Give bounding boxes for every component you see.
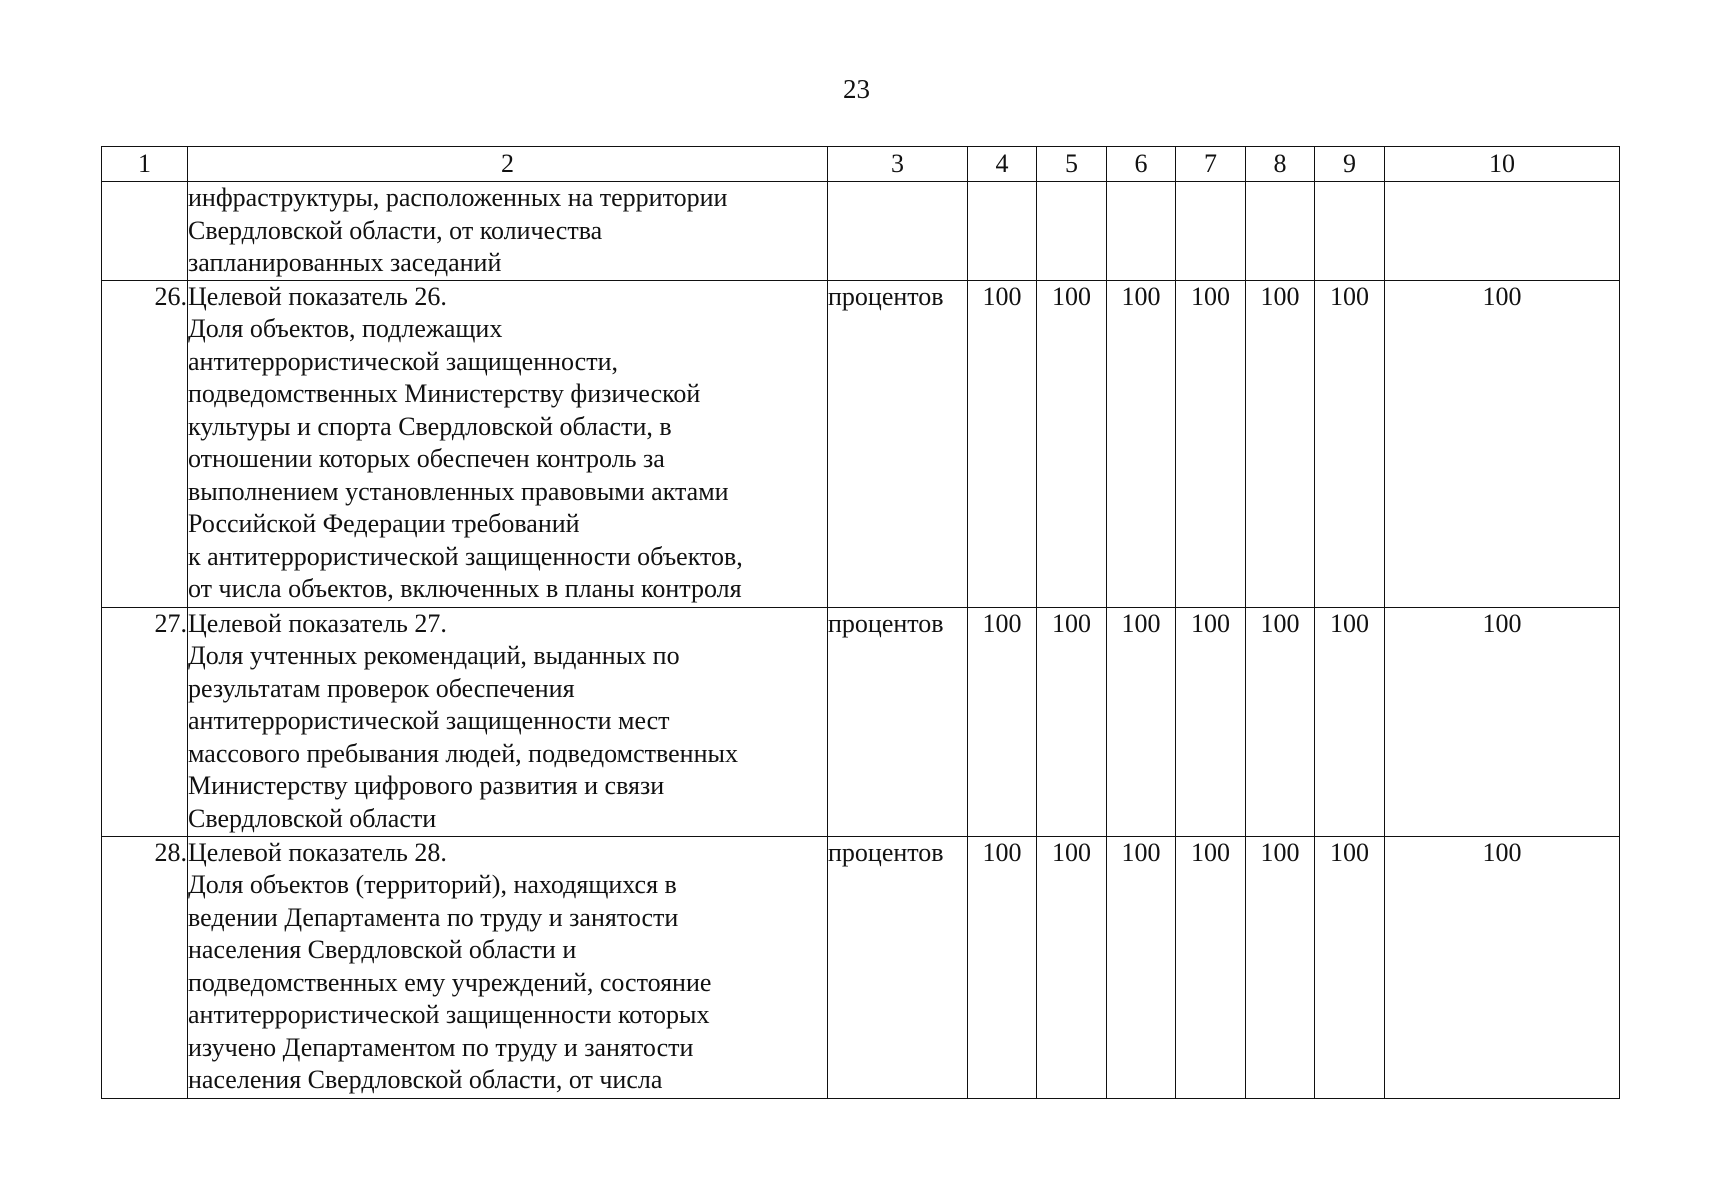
value-cell: 100 (1315, 607, 1385, 836)
value-cell (1246, 182, 1315, 281)
table-row (102, 607, 1620, 836)
column-header: 10 (1385, 147, 1620, 182)
value-cell: 100 (1107, 280, 1176, 607)
header-row (102, 147, 1620, 182)
value-cell (1107, 182, 1176, 281)
description-line: результатам проверок обеспечения (188, 673, 575, 703)
description-line: подведомственных ему учреждений, состояние (188, 967, 712, 997)
table-row (102, 280, 1620, 607)
description-line: Свердловской области (188, 803, 437, 833)
description-line: Целевой показатель 27. (188, 608, 447, 638)
column-header: 1 (102, 147, 188, 182)
description-line: Свердловской области, от количества (188, 215, 603, 245)
value-cell: 100 (1037, 280, 1107, 607)
description-line: Доля объектов (территорий), находящихся в (188, 870, 677, 899)
unit-cell: процентов (828, 280, 968, 607)
value-cell: 100 (1107, 607, 1176, 836)
value-cell: 100 (1385, 836, 1620, 1098)
description-line: запланированных заседаний (188, 248, 502, 277)
indicator-description (188, 280, 828, 607)
column-header: 4 (968, 147, 1037, 182)
description-line: культуры и спорта Свердловской области, в (188, 411, 672, 441)
description-line: населения Свердловской области, от числа (188, 1065, 663, 1094)
value-cell: 100 (1107, 836, 1176, 1098)
value-cell: 100 (968, 607, 1037, 836)
value-cell: 100 (1037, 607, 1107, 836)
row-number (102, 182, 188, 281)
value-cell: 100 (1385, 280, 1620, 607)
value-cell: 100 (1176, 280, 1246, 607)
indicator-description (188, 836, 828, 1098)
unit-cell: процентов (828, 607, 968, 836)
value-cell (968, 182, 1037, 281)
page-number: 23 (843, 74, 870, 104)
table-row (102, 836, 1620, 1098)
description-line: населения Свердловской области и (188, 935, 577, 964)
indicator-description (188, 182, 828, 281)
description-line: инфраструктуры, расположенных на территории (188, 183, 728, 212)
description-line: антитеррористической защищенности мест (188, 706, 670, 735)
row-number: 28. (102, 836, 188, 1098)
row-number: 27. (102, 607, 188, 836)
table-row (102, 182, 1620, 281)
value-cell (1315, 182, 1385, 281)
description-line: Доля учтенных рекомендаций, выданных по (188, 641, 680, 670)
value-cell: 100 (1315, 836, 1385, 1098)
value-cell: 100 (968, 280, 1037, 607)
unit-cell (828, 182, 968, 281)
description-line: Целевой показатель 26. (188, 281, 447, 311)
value-cell (1176, 182, 1246, 281)
value-cell (1385, 182, 1620, 281)
description-line: к антитеррористической защищенности объектов, (188, 541, 743, 571)
value-cell: 100 (1315, 280, 1385, 607)
value-cell: 100 (1176, 607, 1246, 836)
description-line: массового пребывания людей, подведомственных (188, 738, 738, 768)
value-cell: 100 (1176, 836, 1246, 1098)
row-number: 26. (102, 280, 188, 607)
column-header: 9 (1315, 147, 1385, 182)
value-cell (1037, 182, 1107, 281)
value-cell: 100 (1246, 607, 1315, 836)
description-line: выполнением установленных правовыми актами (188, 476, 729, 506)
column-header: 3 (828, 147, 968, 182)
indicators-table (101, 146, 1620, 1099)
unit-cell: процентов (828, 836, 968, 1098)
column-header: 7 (1176, 147, 1246, 182)
description-line: изучено Департаментом по труду и занятости (188, 1032, 694, 1062)
description-line: антитеррористической защищенности которых (188, 1000, 710, 1029)
column-header: 8 (1246, 147, 1315, 182)
description-line: антитеррористической защищенности, (188, 346, 618, 376)
column-header: 2 (188, 147, 828, 182)
description-line: Министерству цифрового развития и связи (188, 771, 665, 800)
indicator-description (188, 607, 828, 836)
description-line: отношении которых обеспечен контроль за (188, 444, 665, 473)
value-cell: 100 (968, 836, 1037, 1098)
column-header: 5 (1037, 147, 1107, 182)
column-header: 6 (1107, 147, 1176, 182)
description-line: Целевой показатель 28. (188, 837, 447, 867)
description-line: Российской Федерации требований (188, 509, 580, 538)
value-cell: 100 (1385, 607, 1620, 836)
value-cell: 100 (1246, 280, 1315, 607)
value-cell: 100 (1246, 836, 1315, 1098)
description-line: подведомственных Министерству физической (188, 379, 701, 408)
description-line: от числа объектов, включенных в планы контроля (188, 574, 742, 603)
description-line: ведении Департамента по труду и занятости (188, 902, 679, 932)
value-cell: 100 (1037, 836, 1107, 1098)
description-line: Доля объектов, подлежащих (188, 314, 503, 343)
